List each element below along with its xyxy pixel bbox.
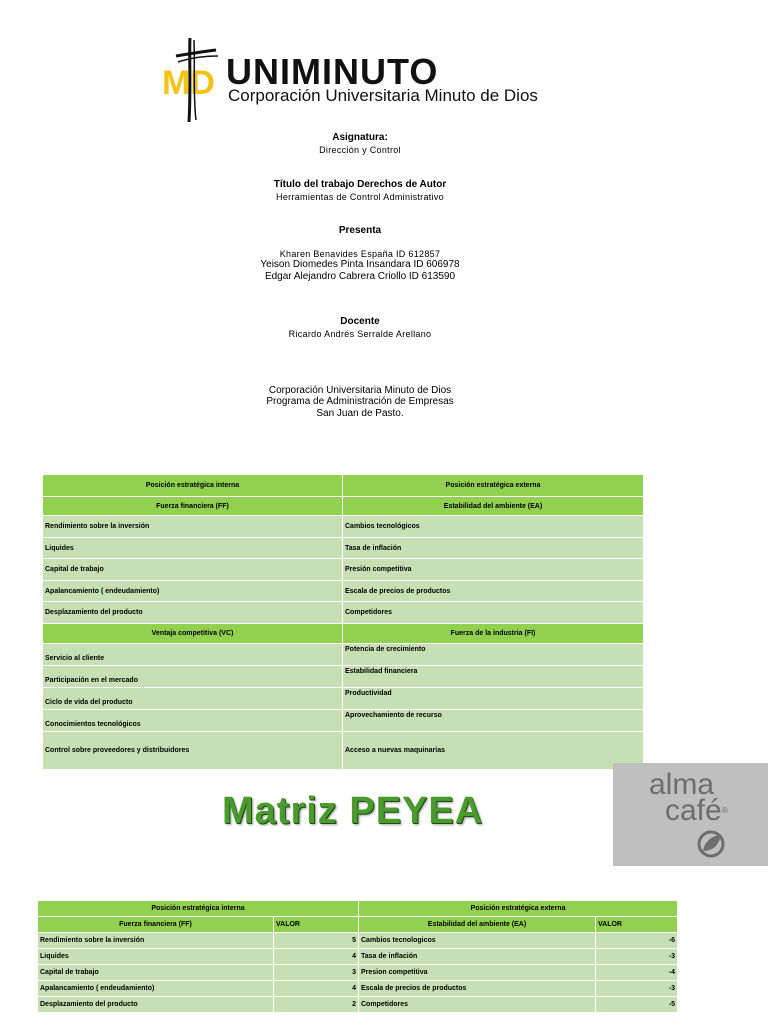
ea-factor: Cambios tecnologicos [359,933,596,949]
ff-item: Liquides [43,538,343,559]
ea-label: Estabilidad del ambiente (EA) [359,917,596,933]
ff-value: 3 [274,965,359,981]
author-2: Yeison Diomedes Pinta Insandara ID 606978 [260,259,460,270]
subject-label: Asignatura: [332,132,388,143]
ea-factor: Tasa de inflación [359,949,596,965]
ff-factor: Liquides [38,949,274,965]
vc-item: Ciclo de vida del producto [43,688,343,710]
peyea-values-table [37,900,678,1013]
vc-label: Ventaja competitiva (VC) [43,624,343,644]
ea-value: -3 [596,949,678,965]
institution-line-2: Programa de Administración de Empresas [266,396,454,407]
fi-item: Potencia de crecimiento [343,644,644,666]
ff-factor: Apalancamiento ( endeudamiento) [38,981,274,997]
ff-value: 5 [274,933,359,949]
teacher-value: Ricardo Andrés Serralde Arellano [288,329,432,339]
vc-item: Servicio al cliente [43,644,343,666]
header-external: Posición estratégica externa [359,901,678,917]
ff-value: 2 [274,997,359,1013]
header-internal: Posición estratégica interna [43,475,343,497]
ff-label: Fuerza financiera (FF) [43,497,343,516]
author-3: Edgar Alejandro Cabrera Criollo ID 613590 [264,271,456,282]
ea-factor: Presion competitiva [359,965,596,981]
cafe-text: café® [665,794,728,827]
fi-item: Productividad [343,688,644,710]
ea-item: Tasa de inflación [343,538,644,559]
peyea-factors-table [42,474,644,770]
author-1: Kharen Benavides España ID 612857 [279,249,441,259]
ff-item: Capital de trabajo [43,559,343,581]
brand-name: UNIMINUTO [226,51,439,92]
fi-item: Estabilidad financiera [343,666,644,688]
table-row [38,933,678,949]
ff-item: Rendimiento sobre la inversión [43,516,343,538]
ff-item: Desplazamiento del producto [43,602,343,624]
teacher-label: Docente [340,316,380,327]
monogram-text: MD [162,64,215,102]
institution-line-3: San Juan de Pasto. [316,408,404,419]
work-title-value: Herramientas de Control Administrativo [276,192,444,202]
alma-text: alma [649,768,715,801]
ea-value: -5 [596,997,678,1013]
fi-item: Acceso a nuevas maquinarias [343,732,644,770]
ff-factor: Capital de trabajo [38,965,274,981]
ea-item: Presión competitiva [343,559,644,581]
ea-item: Competidores [343,602,644,624]
fi-label: Fuerza de la industria (FI) [343,624,644,644]
table-row [38,949,678,965]
presents-label: Presenta [338,225,382,236]
vc-item: Conocimientos tecnológicos [43,710,343,732]
subject-value: Dirección y Control [319,145,401,155]
table-row [38,997,678,1013]
ff-value: 4 [274,981,359,997]
ff-factor: Desplazamiento del producto [38,997,274,1013]
ea-value: -4 [596,965,678,981]
ea-label: Estabilidad del ambiente (EA) [343,497,644,516]
institution-line-1: Corporación Universitaria Minuto de Dios [268,385,452,396]
header-external: Posición estratégica externa [343,475,644,497]
work-title-label: Título del trabajo Derechos de Autor [273,179,447,190]
vc-item: Participación en el mercado [43,666,343,688]
fi-item: Aprovechamiento de recurso [343,710,644,732]
table-row [38,965,678,981]
ea-factor: Escala de precios de productos [359,981,596,997]
ea-item: Cambios tecnológicos [343,516,644,538]
ea-factor: Competidores [359,997,596,1013]
ea-value-header: VALOR [596,917,678,933]
ea-value: -3 [596,981,678,997]
ff-value: 4 [274,949,359,965]
ff-factor: Rendimiento sobre la inversión [38,933,274,949]
ff-value-header: VALOR [274,917,359,933]
ff-label: Fuerza financiera (FF) [38,917,274,933]
header-internal: Posición estratégica interna [38,901,359,917]
table-row [38,981,678,997]
matriz-peyea-title: Matriz PEYEA [222,790,484,832]
leaf-icon [693,829,729,859]
ea-value: -6 [596,933,678,949]
ff-item: Apalancamiento ( endeudamiento) [43,581,343,602]
uniminuto-logo [160,36,538,124]
vc-item: Control sobre proveedores y distribuidores [43,732,343,770]
cross-md-logo-icon [160,36,224,124]
brand-subtitle: Corporación Universitaria Minuto de Dios [228,86,538,105]
alma-cafe-logo [613,763,768,866]
ea-item: Escala de precios de productos [343,581,644,602]
